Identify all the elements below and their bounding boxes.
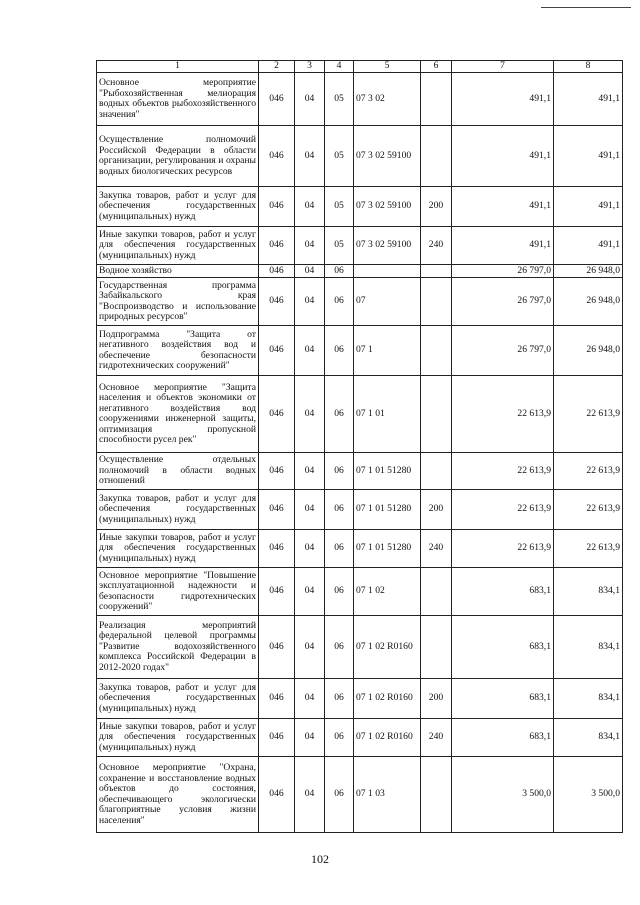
cell-expense-type: [421, 453, 452, 490]
cell-expense-type: 240: [421, 719, 452, 757]
table-row: [97, 278, 623, 326]
cell-expense-type: 240: [421, 530, 452, 568]
cell-section: 04: [295, 530, 325, 568]
cell-section: 04: [295, 679, 325, 719]
cell-amount-1: 491,1: [452, 227, 554, 265]
row-name: Государственная программа Забайкальского края "Воспроизводство и использование природных ресурсов": [97, 278, 259, 326]
cell-amount-1: 22 613,9: [452, 453, 554, 490]
table-row: [97, 679, 623, 719]
cell-admin-code: 046: [259, 326, 295, 376]
cell-amount-1: 683,1: [452, 679, 554, 719]
cell-admin-code: 046: [259, 376, 295, 453]
cell-amount-1: 26 797,0: [452, 278, 554, 326]
cell-admin-code: 046: [259, 126, 295, 187]
row-name: Осуществление отдельных полномочий в области водных отношений: [97, 453, 259, 490]
table-row: [97, 265, 623, 278]
cell-expense-type: [421, 616, 452, 679]
cell-subsection: 05: [325, 227, 354, 265]
cell-section: 04: [295, 278, 325, 326]
cell-subsection: 06: [325, 278, 354, 326]
cell-expense-type: 200: [421, 187, 452, 227]
cell-subsection: 06: [325, 376, 354, 453]
header-cell: 7: [452, 61, 554, 73]
header-cell: 2: [259, 61, 295, 73]
cell-subsection: 05: [325, 73, 354, 126]
cell-amount-1: 491,1: [452, 126, 554, 187]
table-row: [97, 73, 623, 126]
cell-amount-1: 22 613,9: [452, 530, 554, 568]
cell-section: 04: [295, 326, 325, 376]
cell-section: 04: [295, 126, 325, 187]
row-name: Закупка товаров, работ и услуг для обеспечения государственных (муниципальных) нужд: [97, 187, 259, 227]
cell-amount-2: 834,1: [554, 719, 623, 757]
cell-amount-1: 491,1: [452, 187, 554, 227]
row-name: Основное мероприятие "Повышение эксплуатационной надежности и безопасности гидротехнических сооружений": [97, 568, 259, 616]
cell-section: 04: [295, 490, 325, 530]
cell-amount-1: 683,1: [452, 568, 554, 616]
cell-target-item: 07 1 02 R0160: [354, 616, 421, 679]
row-name: Основное мероприятие "Охрана, сохранение и восстановление водных объектов до состояния, обеспечивающего экологически благоприятные условия жизни населения": [97, 757, 259, 833]
cell-section: 04: [295, 453, 325, 490]
budget-table: [96, 60, 623, 833]
cell-amount-1: 22 613,9: [452, 376, 554, 453]
row-name: Водное хозяйство: [97, 265, 259, 278]
table-row: [97, 757, 623, 833]
cell-amount-2: 22 613,9: [554, 530, 623, 568]
cell-expense-type: [421, 376, 452, 453]
cell-amount-2: 834,1: [554, 679, 623, 719]
cell-target-item: 07 1: [354, 326, 421, 376]
table-row: [97, 530, 623, 568]
cell-target-item: 07 3 02: [354, 73, 421, 126]
cell-amount-2: 26 948,0: [554, 265, 623, 278]
cell-subsection: 06: [325, 326, 354, 376]
row-name: Закупка товаров, работ и услуг для обеспечения государственных (муниципальных) нужд: [97, 679, 259, 719]
cell-subsection: 06: [325, 265, 354, 278]
cell-target-item: 07: [354, 278, 421, 326]
cell-amount-1: 683,1: [452, 719, 554, 757]
cell-amount-1: 3 500,0: [452, 757, 554, 833]
cell-amount-2: 491,1: [554, 73, 623, 126]
cell-amount-2: 3 500,0: [554, 757, 623, 833]
cell-amount-2: 26 948,0: [554, 278, 623, 326]
table-row: [97, 568, 623, 616]
header-cell: 5: [354, 61, 421, 73]
cell-admin-code: 046: [259, 278, 295, 326]
cell-target-item: 07 1 01: [354, 376, 421, 453]
top-rule: [541, 7, 631, 8]
table-row: [97, 376, 623, 453]
cell-amount-2: 22 613,9: [554, 490, 623, 530]
cell-amount-2: 22 613,9: [554, 453, 623, 490]
cell-amount-2: 491,1: [554, 187, 623, 227]
cell-admin-code: 046: [259, 453, 295, 490]
cell-admin-code: 046: [259, 265, 295, 278]
cell-admin-code: 046: [259, 719, 295, 757]
row-name: Закупка товаров, работ и услуг для обеспечения государственных (муниципальных) нужд: [97, 490, 259, 530]
cell-section: 04: [295, 757, 325, 833]
cell-admin-code: 046: [259, 616, 295, 679]
cell-subsection: 05: [325, 126, 354, 187]
cell-subsection: 06: [325, 490, 354, 530]
cell-section: 04: [295, 376, 325, 453]
table-row: [97, 326, 623, 376]
table-row: [97, 719, 623, 757]
row-name: Основное мероприятие "Рыбохозяйственная мелиорация водных объектов рыбохозяйственного значения": [97, 73, 259, 126]
cell-target-item: 07 1 02 R0160: [354, 719, 421, 757]
cell-section: 04: [295, 568, 325, 616]
cell-amount-2: 834,1: [554, 616, 623, 679]
row-name: Иные закупки товаров, работ и услуг для обеспечения государственных (муниципальных) нужд: [97, 530, 259, 568]
cell-amount-2: 491,1: [554, 126, 623, 187]
cell-admin-code: 046: [259, 568, 295, 616]
cell-expense-type: 200: [421, 490, 452, 530]
cell-subsection: 06: [325, 568, 354, 616]
header-cell: 1: [97, 61, 259, 73]
cell-amount-2: 26 948,0: [554, 326, 623, 376]
cell-admin-code: 046: [259, 530, 295, 568]
header-cell: 4: [325, 61, 354, 73]
cell-subsection: 06: [325, 616, 354, 679]
cell-section: 04: [295, 227, 325, 265]
row-name: Реализация мероприятий федеральной целевой программы "Развитие водохозяйственного комплекса Российской Федерации в 2012-2020 годах": [97, 616, 259, 679]
row-name: Иные закупки товаров, работ и услуг для обеспечения государственных (муниципальных) нужд: [97, 227, 259, 265]
cell-target-item: 07 1 03: [354, 757, 421, 833]
cell-subsection: 06: [325, 679, 354, 719]
cell-section: 04: [295, 616, 325, 679]
cell-amount-2: 491,1: [554, 227, 623, 265]
table-row: [97, 126, 623, 187]
cell-subsection: 06: [325, 453, 354, 490]
cell-expense-type: [421, 265, 452, 278]
cell-section: 04: [295, 265, 325, 278]
cell-subsection: 05: [325, 187, 354, 227]
cell-admin-code: 046: [259, 73, 295, 126]
cell-expense-type: [421, 326, 452, 376]
cell-target-item: 07 3 02 59100: [354, 187, 421, 227]
cell-amount-2: 22 613,9: [554, 376, 623, 453]
cell-amount-1: 26 797,0: [452, 265, 554, 278]
header-row: [97, 61, 623, 73]
cell-admin-code: 046: [259, 187, 295, 227]
page-number: 102: [311, 852, 329, 866]
cell-target-item: 07 3 02 59100: [354, 227, 421, 265]
cell-subsection: 06: [325, 757, 354, 833]
cell-section: 04: [295, 719, 325, 757]
table-row: [97, 453, 623, 490]
cell-amount-1: 22 613,9: [452, 490, 554, 530]
cell-expense-type: [421, 568, 452, 616]
cell-expense-type: [421, 73, 452, 126]
cell-expense-type: 200: [421, 679, 452, 719]
cell-amount-1: 26 797,0: [452, 326, 554, 376]
cell-admin-code: 046: [259, 227, 295, 265]
cell-section: 04: [295, 187, 325, 227]
cell-admin-code: 046: [259, 679, 295, 719]
cell-target-item: 07 3 02 59100: [354, 126, 421, 187]
cell-section: 04: [295, 73, 325, 126]
cell-target-item: [354, 265, 421, 278]
row-name: Осуществление полномочий Российской Федерации в области организации, регулирования и охраны водных биологических ресурсов: [97, 126, 259, 187]
cell-subsection: 06: [325, 530, 354, 568]
cell-admin-code: 046: [259, 757, 295, 833]
cell-expense-type: [421, 757, 452, 833]
table-row: [97, 616, 623, 679]
row-name: Основное мероприятие "Защита населения и объектов экономики от негативного воздействия вод сооружениями инженерной защиты, оптимизация пропускной способности русел рек": [97, 376, 259, 453]
row-name: Иные закупки товаров, работ и услуг для обеспечения государственных (муниципальных) нужд: [97, 719, 259, 757]
cell-target-item: 07 1 01 51280: [354, 530, 421, 568]
header-cell: 3: [295, 61, 325, 73]
table-row: [97, 227, 623, 265]
cell-target-item: 07 1 02 R0160: [354, 679, 421, 719]
cell-expense-type: [421, 278, 452, 326]
cell-admin-code: 046: [259, 490, 295, 530]
table-row: [97, 187, 623, 227]
cell-target-item: 07 1 02: [354, 568, 421, 616]
cell-subsection: 06: [325, 719, 354, 757]
cell-expense-type: 240: [421, 227, 452, 265]
cell-amount-1: 491,1: [452, 73, 554, 126]
row-name: Подпрограмма "Защита от негативного воздействия вод и обеспечение безопасности гидротехнических сооружений": [97, 326, 259, 376]
cell-expense-type: [421, 126, 452, 187]
cell-target-item: 07 1 01 51280: [354, 453, 421, 490]
cell-amount-2: 834,1: [554, 568, 623, 616]
header-cell: 6: [421, 61, 452, 73]
cell-amount-1: 683,1: [452, 616, 554, 679]
header-cell: 8: [554, 61, 623, 73]
table-row: [97, 490, 623, 530]
cell-target-item: 07 1 01 51280: [354, 490, 421, 530]
